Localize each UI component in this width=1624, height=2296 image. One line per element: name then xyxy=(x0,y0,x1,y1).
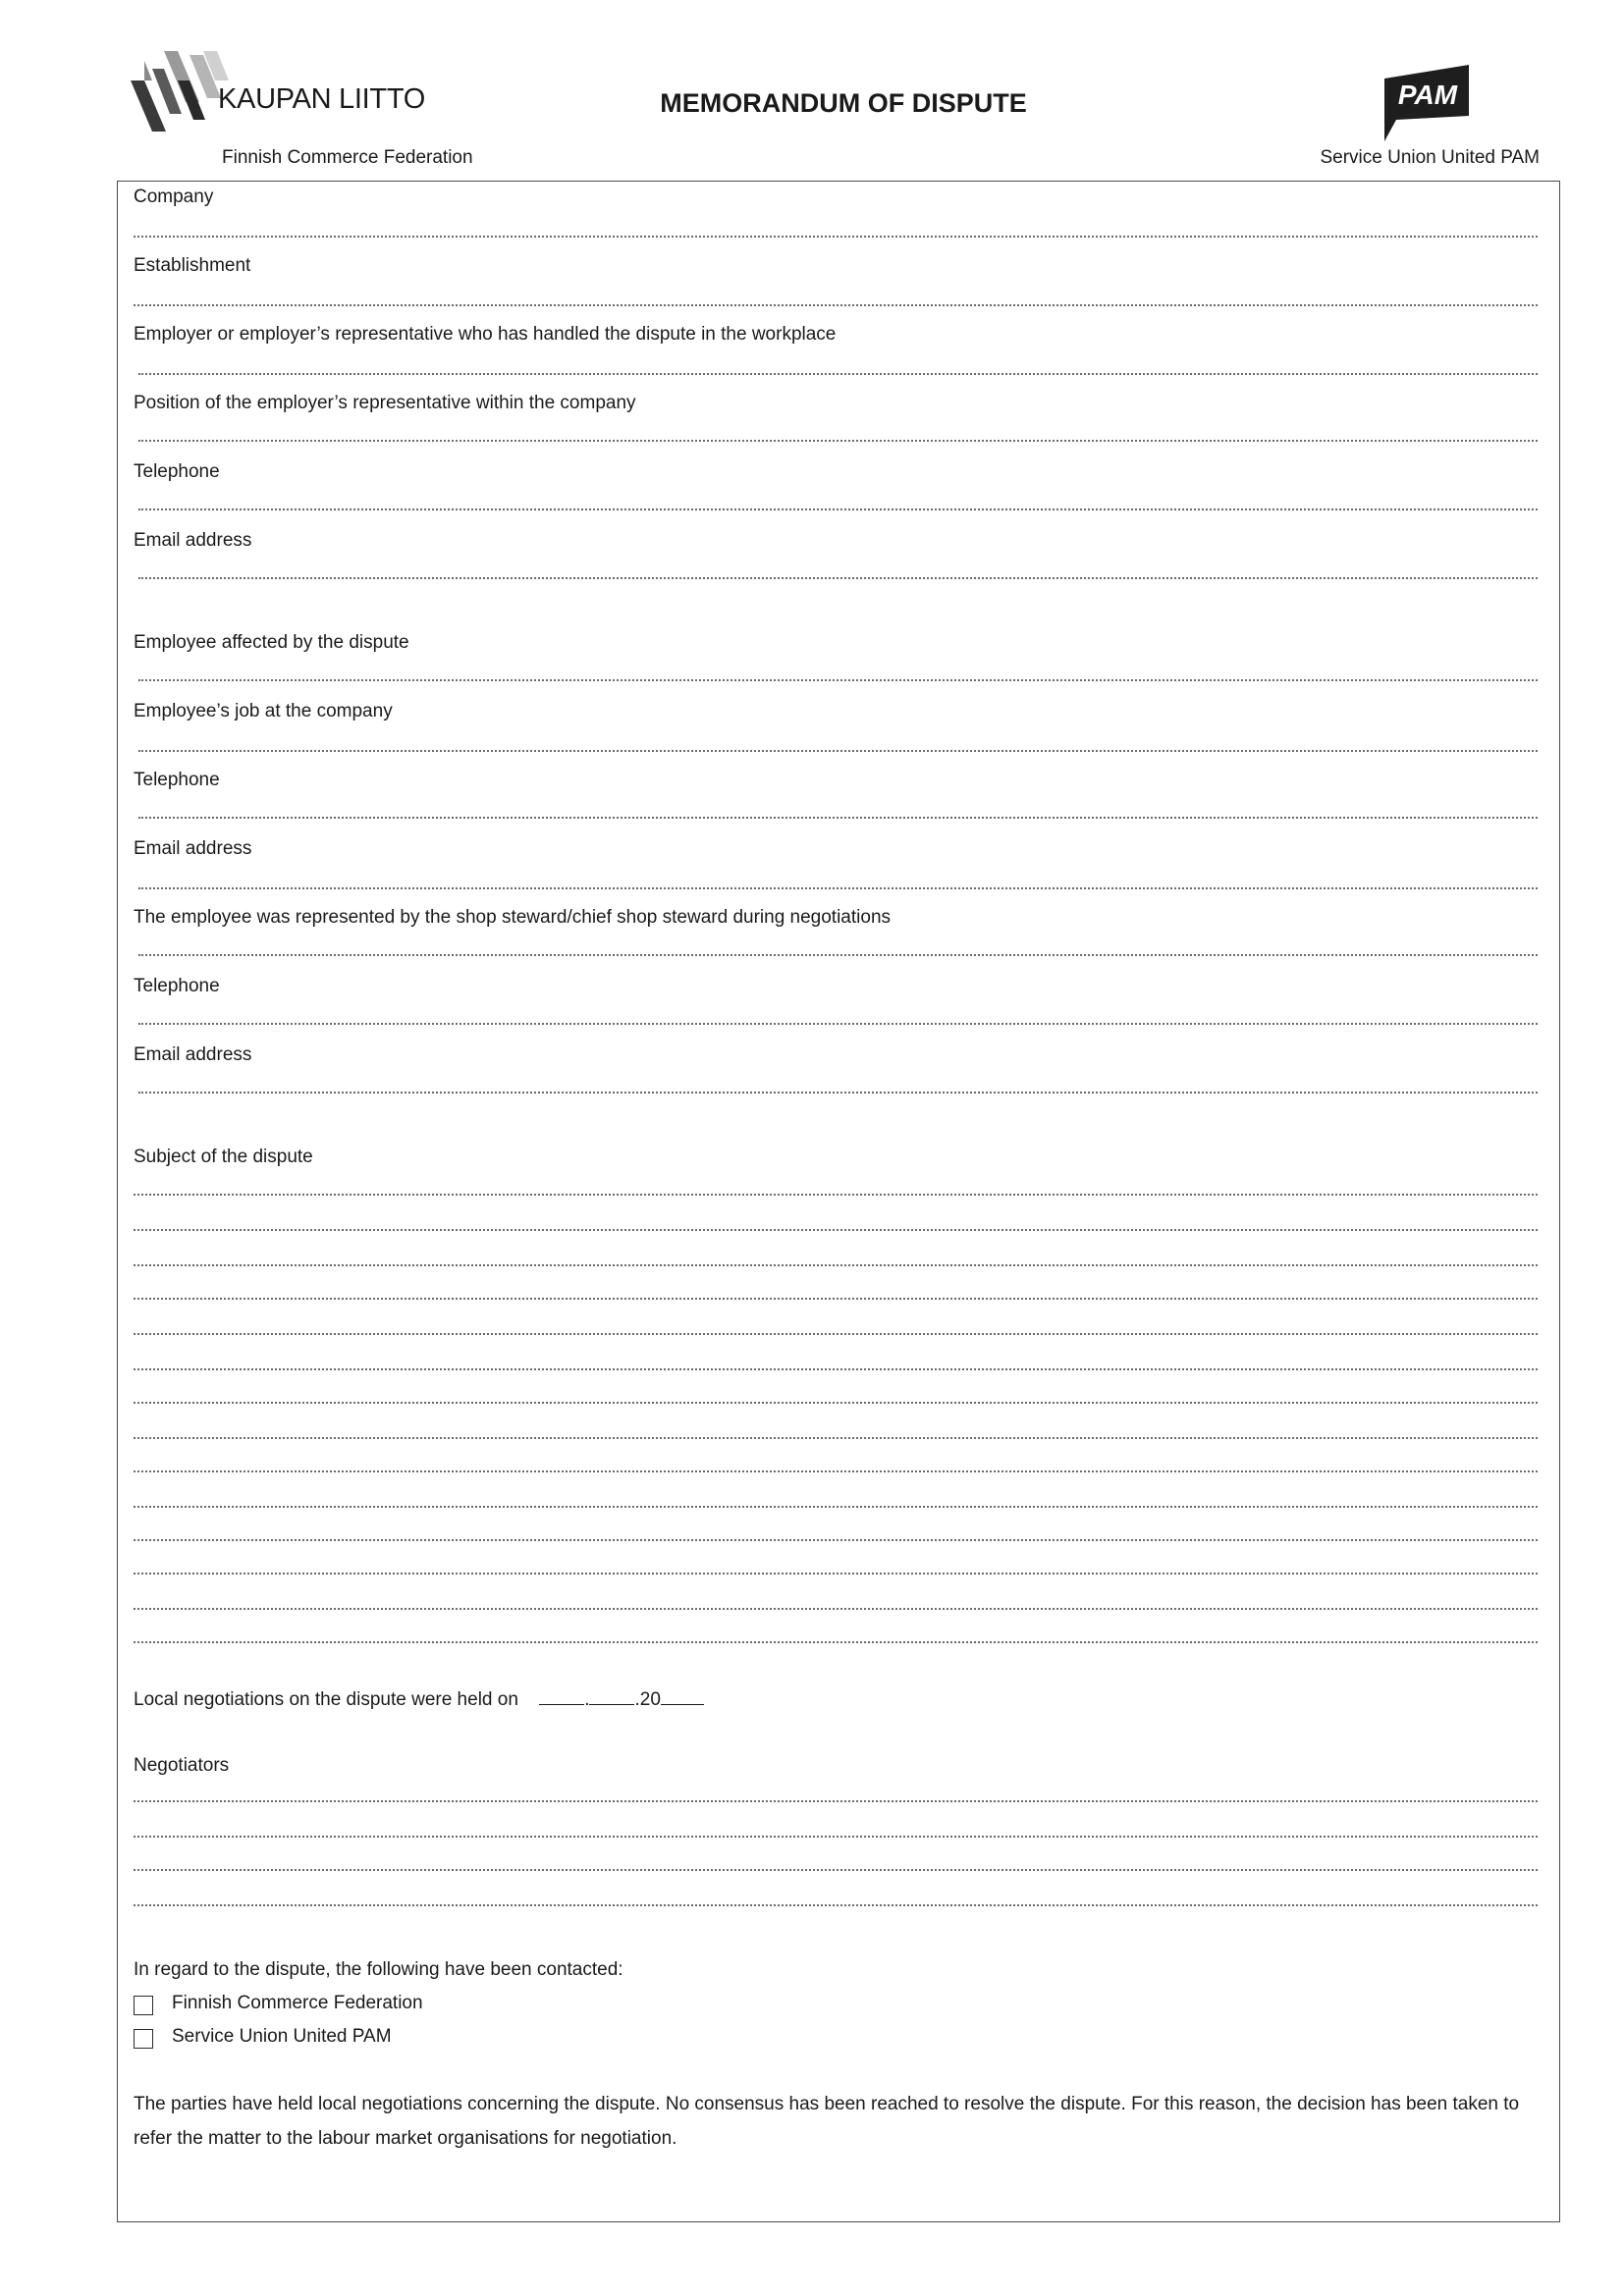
subject-line[interactable] xyxy=(134,1402,1538,1404)
establishment-label: Establishment xyxy=(134,255,251,276)
date-year-prefix: .20 xyxy=(634,1689,661,1710)
negotiators-line[interactable] xyxy=(134,1836,1538,1838)
service-union-pam-label: Service Union United PAM xyxy=(172,2026,392,2047)
employer-telephone-label: Telephone xyxy=(134,461,220,482)
right-org-name: Service Union United PAM xyxy=(1320,147,1540,168)
steward-line[interactable] xyxy=(138,954,1538,956)
finnish-commerce-federation-label: Finnish Commerce Federation xyxy=(172,1993,423,2013)
date-year-blank[interactable] xyxy=(661,1688,704,1705)
date-separator: . xyxy=(584,1689,590,1710)
company-label: Company xyxy=(134,187,214,207)
employee-email-label: Email address xyxy=(134,838,252,859)
date-month-blank[interactable] xyxy=(589,1688,634,1705)
finnish-commerce-federation-checkbox[interactable] xyxy=(134,1996,153,2015)
service-union-pam-checkbox[interactable] xyxy=(134,2029,153,2049)
statement-paragraph: The parties have held local negotiations concerning the dispute. No consensus has been reached to resolve the dispute. For this reason, the decision has been taken to refer the matter to the labour market organisations for negotiation. xyxy=(134,2094,1520,2149)
rep-position-label: Position of the employer’s representative within the company xyxy=(134,393,636,413)
establishment-line[interactable] xyxy=(134,304,1538,306)
subject-line[interactable] xyxy=(134,1229,1538,1231)
subject-line[interactable] xyxy=(134,1264,1538,1266)
employee-telephone-label: Telephone xyxy=(134,770,220,790)
form-frame xyxy=(117,181,1560,2222)
steward-telephone-line[interactable] xyxy=(138,1023,1538,1025)
subject-line[interactable] xyxy=(134,1608,1538,1610)
employer-rep-label: Employer or employer’s representative who has handled the dispute in the workplace xyxy=(134,324,837,345)
negotiators-line[interactable] xyxy=(134,1869,1538,1871)
employer-email-line[interactable] xyxy=(138,577,1538,579)
employee-label: Employee affected by the dispute xyxy=(134,632,409,653)
subject-line[interactable] xyxy=(134,1641,1538,1643)
subject-line[interactable] xyxy=(134,1437,1538,1439)
employer-telephone-line[interactable] xyxy=(138,508,1538,510)
left-org-name: Finnish Commerce Federation xyxy=(222,147,473,168)
kaupan-liitto-wordmark: KAUPAN LIITTO xyxy=(218,83,425,115)
steward-email-label: Email address xyxy=(134,1044,252,1065)
document-title: MEMORANDUM OF DISPUTE xyxy=(660,88,1027,118)
subject-line[interactable] xyxy=(134,1368,1538,1370)
date-day-blank[interactable] xyxy=(539,1688,584,1705)
employee-line[interactable] xyxy=(138,679,1538,681)
negotiators-label: Negotiators xyxy=(134,1755,230,1776)
subject-line[interactable] xyxy=(134,1539,1538,1541)
subject-line[interactable] xyxy=(134,1573,1538,1575)
contacts-label: In regard to the dispute, the following have been contacted: xyxy=(134,1959,623,1980)
subject-line[interactable] xyxy=(134,1470,1538,1472)
employer-rep-line[interactable] xyxy=(138,373,1538,375)
negotiators-line[interactable] xyxy=(134,1904,1538,1906)
negotiation-date-label: Local negotiations on the dispute were held on xyxy=(134,1689,518,1710)
employee-telephone-line[interactable] xyxy=(138,817,1538,819)
employee-email-line[interactable] xyxy=(138,887,1538,889)
employee-job-label: Employee’s job at the company xyxy=(134,701,393,721)
subject-line[interactable] xyxy=(134,1298,1538,1300)
employee-job-line[interactable] xyxy=(138,750,1538,752)
negotiators-line[interactable] xyxy=(134,1800,1538,1802)
subject-label: Subject of the dispute xyxy=(134,1147,313,1167)
subject-line[interactable] xyxy=(134,1194,1538,1196)
steward-email-line[interactable] xyxy=(138,1092,1538,1094)
steward-telephone-label: Telephone xyxy=(134,976,220,996)
steward-label: The employee was represented by the shop steward/chief shop steward during negotiations xyxy=(134,907,892,928)
pam-logo xyxy=(1382,65,1469,143)
employer-email-label: Email address xyxy=(134,530,252,551)
pam-logo-text: PAM xyxy=(1397,80,1458,110)
subject-line[interactable] xyxy=(134,1506,1538,1508)
negotiation-date-row xyxy=(134,1688,704,1711)
subject-line[interactable] xyxy=(134,1333,1538,1335)
company-line[interactable] xyxy=(134,236,1538,238)
rep-position-line[interactable] xyxy=(138,440,1538,442)
